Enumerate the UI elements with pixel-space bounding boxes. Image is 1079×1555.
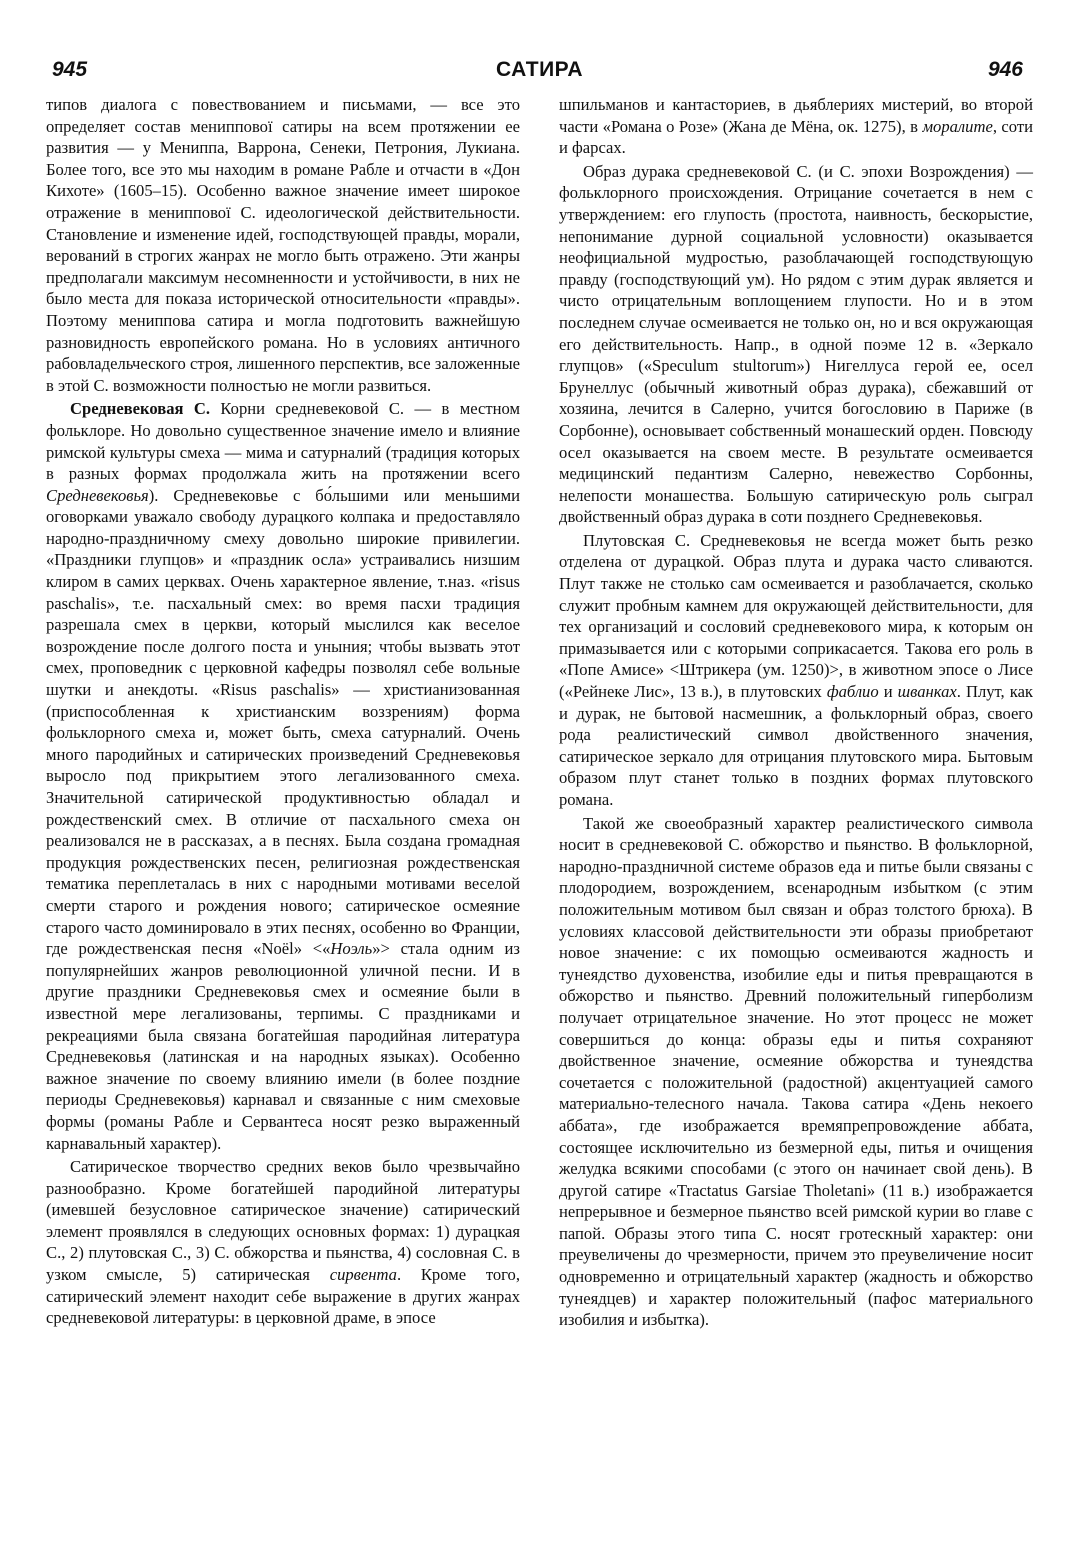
- italic-term: фаблио: [826, 682, 879, 702]
- paragraph-text: . Кроме того, сатирический элемент находит себе выражение в других жанрах средневековой литературы: в церковной драме, в эпосе: [46, 1265, 520, 1328]
- paragraph-text: Плутовская С. Средневековья не всегда может быть резко отделена от дурацкой. Образ плута и дурака часто сливаются. Плут также не столько сам осмеивается и разоблачается, сколько служит пробным камнем для окружающей действительности, для тех организаций и сословий средневекового мира, к которым он примазывается или с которыми соприкасается. Такова его роль в «Попе Амисе» <Штрикера (ум. 1250)>, в животном эпосе о Лисе («Рейнеке Лис», 13 в.), в плутовских: [559, 530, 1033, 702]
- paragraph-text: Такой же своеобразный характер реалистического символа носит в средневековой С. обжорство и пьянство. В фольклорной, народно-праздничной системе образов еда и питье были связаны с плодородием, возрождением, всенародным избытком (с этим положительным мотивом был связан и образ толстого брюха). В условиях классовой действительности эти образы приобретают новое значение: с их помощью осмеиваются жадность и тунеядство духовенства, изобилие еды и питья превращаются в обжорство и пьянство. Древний положительный гиперболизм получает отрицательное значение. Но этот процесс не может совершиться до конца: образы еды и питья сохраняют двойственное значение, осмеяние обжорства и тунеядства сочетается с положительной (радостной) акцентуацией самого материально-телесного начала. Такова сатира «День некоего аббата», где изображается времяпрепровождение аббата, состоящее исключительно из безмерной еды, питья и очищения желудка всякими способами (с этого он начинает свой день). В другой сатире «Tractatus Garsiae Tholetani» (11 в.) изображается непрерывное и безмерное пьянство всей римской курии во главе с папой. Образы этого типа С. носят гротескный характер: они преувеличены до чрезмерности, причем это преувеличение носит одновременно и отрицательный характер (жадность и обжорство тунеядцев) и характер положительный (пафос материального изобилия и избытка).: [559, 813, 1033, 1330]
- paragraph-text: типов диалога с повествованием и письмами, — все это определяет состав мениппової сатиры на всем протяжении ее развития — у Мениппа, Варрона, Сенеки, Петрония, Лукиана. Более того, все это мы находим в романе Рабле и отчасти в «Дон Кихоте» (1605–15). Особенно важное значение имеет широкое отражение в мениппової С. идеологической действительности. Становление и изменение идей, господствующей правды, морали, верований в строгих жанрах не могло быть отражено. Эти жанры предполагали максимум несомненности и устойчивости, в них не было места для показа исторической относительности «правды». Поэтому мениппова сатира и могла подготовить важнейшую разновидность европейского романа. Но в условиях античного рабовладельческого строя, лишенного перспектив, все заложенные в этой С. возможности полностью не могли развиться.: [46, 95, 520, 395]
- section-lead: Средневековая С.: [70, 399, 211, 419]
- italic-term: моралите: [922, 116, 993, 136]
- italic-term: Средневековья: [46, 485, 149, 505]
- page-number-right: 946: [987, 58, 1023, 81]
- left-column: [46, 94, 520, 1331]
- paragraph-text: и: [878, 682, 898, 702]
- paragraph-text: ). Средневековье с бо́льшими или меньшими оговорками уважало свободу дурацкого колпака и предоставляло народно-праздничному смеху довольно широкие привилегии. «Праздники глупцов» и «праздник осла» устраивались низшим клиром в самих церквах. Очень характерное явление, т.наз. «risus paschalis», т.е. пасхальный смех: во время пасхи традиция разрешала смех в церкви, который мыслился как веселое возрождение после долгого поста и уныния; чтобы вызвать этот смех, проповедник с церковной кафедры позволял себе вольные шутки и анекдоты. «Risus paschalis» — христианизованная (приспособленная к христианским воззрениям) форма фольклорного смеха и, может быть, смеха сатурналий. Очень много пародийных и сатирических произведений Средневековья выросло под прикрытием этого легализованного смеха. Значительной сатирической продуктивностью обладал и рождественский смех. В отличие от пасхального смеха он реализовался не в рассказах, а в песнях. Была создана громадная продукция рождественских песен, религиозная рождественская тематика переплеталась в них с народными мотивами веселой смерти старого и рождения нового; сатирическое осмеяние старого часто доминировало в этих песнях, особенно во Франции, где рождественская песня «Noël» <«: [46, 485, 520, 959]
- italic-term: Ноэль: [330, 939, 373, 959]
- italic-term: сирвента: [329, 1265, 397, 1285]
- paragraph-text: шпильманов и кантасториев, в дьяблериях мистерий, во второй части «Романа о Розе» (Жана де Мёна, ок. 1275), в: [559, 95, 1033, 136]
- right-column: [559, 94, 1033, 1331]
- paragraph-text: Образ дурака средневековой С. (и С. эпохи Возрождения) — фольклорного происхождения. Отрицание сочетается в нем с утверждением: его глупость (простота, наивность, бескорыстие, непонимание дурной социальной условности) оказывается неофициальной мудростью, разоблачающей господствующую правду (господствующий ум). Но рядом с этим дурак является и чисто отрицательным воплощением глупости. Но и в этом последнем случае осмеивается не только он, но и вся окружающая его действительность. Напр., в одной поэме 12 в. «Зеркало глупцов» («Speculum stultorum») Нигеллуса герой ее, осел Брунеллус (обычный животный образ дурака), сбежавший от хозяина, лечится в Салерно, учится богословию в Париже (в Сорбонне), основывает собственный монашеский орден. Повсюду осел оказывается на своем месте. В результате осмеивается медицинский педантизм Салерно, невежество Сорбонны, нелепости монашества. Большую сатирическую роль сыграл двойственный образ дурака в соти позднего Средневековья.: [559, 161, 1033, 527]
- paragraph: [46, 1156, 520, 1329]
- paragraph: [46, 94, 520, 396]
- italic-term: шванках: [897, 682, 957, 702]
- paragraph-text: , соти и фарсах.: [559, 116, 1033, 158]
- paragraph: [559, 161, 1033, 528]
- paragraph: [559, 530, 1033, 811]
- page-number-left: 945: [52, 58, 88, 81]
- page-header: [46, 50, 1033, 92]
- paragraph: [559, 813, 1033, 1331]
- paragraph-text: »> стала одним из популярнейших жанров революционной уличной песни. И в другие праздники Средневековья смех и осмеяние были в известной мере легализованы, терпимы. С праздниками и рекреациями была связана богатейшая пародийная литература Средневековья (латинская и на народных языках). Особенно важное значение по своему влиянию имели (в более поздние периоды Средневековья) карнавал и связанные с ним смеховые формы (романы Рабле и Сервантеса носят резко выраженный карнавальный характер).: [46, 939, 520, 1153]
- running-title: САТИРА: [495, 58, 583, 81]
- paragraph-text: . Плут, как и дурак, не бытовой насмешник, а фольклорный образ, своего рода реалистический символ двойственного значения, сатирическое зеркало для отрицания плутовского мира. Бытовым образом плут станет только в поздних формах плутовского романа.: [559, 682, 1033, 809]
- paragraph-text: Сатирическое творчество средних веков было чрезвычайно разнообразно. Кроме богатейшей пародийной литературы (имевшей безусловное сатирическое значение) сатирический элемент проявлялся в следующих основных формах: 1) дурацкая С., 2) плутовская С., 3) С. обжорства и пьянства, 4) сословная С. в узком смысле, 5) сатирическая: [46, 1157, 520, 1285]
- paragraph: [559, 94, 1033, 159]
- paragraph-text: Корни средневековой С. — в местном фольклоре. Но довольно существенное значение имело и влияние римской культуры смеха — мима и сатурналий (традиция которых в разных формах продолжала жить на протяжении всего: [46, 399, 520, 484]
- paragraph: [46, 398, 520, 1154]
- text-columns: [46, 94, 1033, 1331]
